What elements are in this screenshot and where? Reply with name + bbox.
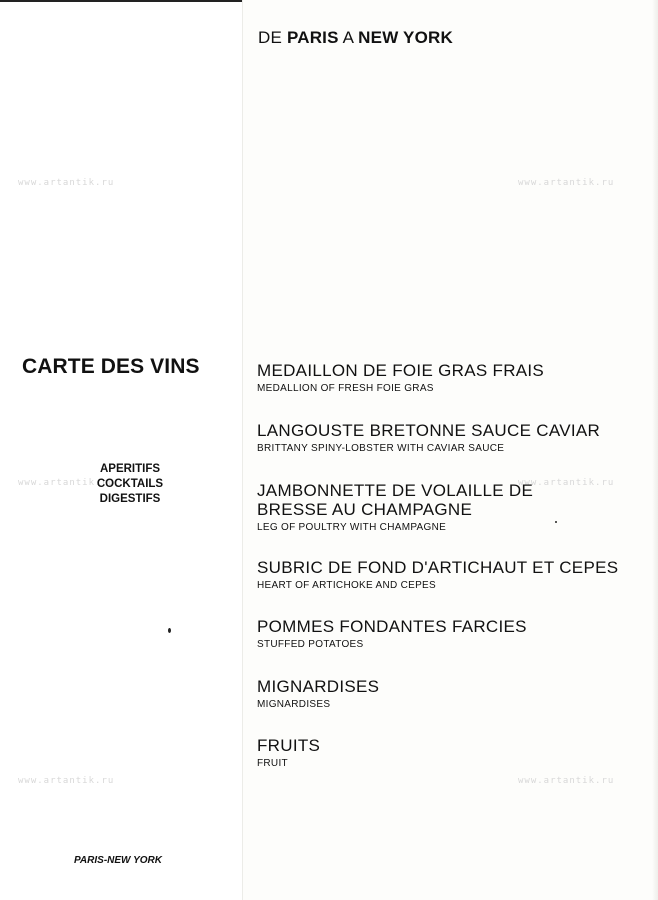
watermark: www.artantik.ru <box>18 178 115 188</box>
dish-name-fr: LANGOUSTE BRETONNE SAUCE CAVIAR <box>257 421 601 440</box>
dish-name-fr: POMMES FONDANTES FARCIES <box>257 617 527 636</box>
drinks-item-digestifs: DIGESTIFS <box>99 493 161 505</box>
top-edge <box>0 0 242 2</box>
menu-item <box>257 421 652 455</box>
dish-name-fr: SUBRIC DE FOND D'ARTICHAUT ET CEPES <box>257 558 619 577</box>
dish-name-en: MIGNARDISES <box>257 699 331 710</box>
paper-speck <box>555 521 557 523</box>
header-prefix: DE <box>258 28 287 47</box>
dish-name-en: HEART OF ARTICHOKE AND CEPES <box>257 580 437 591</box>
dish-name-en: STUFFED POTATOES <box>257 639 364 650</box>
watermark: www.artantik.ru <box>518 776 615 786</box>
menu-item <box>257 736 652 770</box>
drinks-item-cocktails: COCKTAILS <box>96 478 164 490</box>
drinks-list <box>60 462 200 507</box>
dish-name-en: MEDALLION OF FRESH FOIE GRAS <box>257 383 434 394</box>
watermark: www.artantik.ru <box>18 478 115 488</box>
right-edge <box>652 0 658 900</box>
header-middle: A <box>338 28 359 47</box>
footer-label: PARIS-NEW YORK <box>74 855 162 866</box>
menu-item <box>257 361 652 395</box>
dish-name-fr: MIGNARDISES <box>257 677 380 696</box>
header-city-newyork: NEW YORK <box>358 28 453 47</box>
dish-name-fr: MEDAILLON DE FOIE GRAS FRAIS <box>257 361 545 380</box>
watermark: www.artantik.ru <box>18 776 115 786</box>
dish-name-fr: JAMBONNETTE DE VOLAILLE DE BRESSE AU CHAMPAGNE <box>257 481 534 519</box>
header-city-paris: PARIS <box>286 28 339 47</box>
paper-speck <box>168 628 171 633</box>
dish-name-en: LEG OF POULTRY WITH CHAMPAGNE <box>257 522 447 533</box>
fold-line <box>242 0 243 900</box>
menu-item <box>257 481 652 534</box>
left-panel <box>0 0 242 900</box>
menu-item <box>257 558 652 592</box>
page-header <box>258 28 453 48</box>
dish-name-fr: FRUITS <box>257 736 321 755</box>
menu-item <box>257 677 652 711</box>
drinks-item-aperitifs: APERITIFS <box>99 463 161 475</box>
dish-name-en: FRUIT <box>257 758 288 769</box>
menu-item <box>257 617 652 651</box>
watermark: www.artantik.ru <box>518 478 615 488</box>
wine-list-title: CARTE DES VINS <box>22 355 200 378</box>
watermark: www.artantik.ru <box>518 178 615 188</box>
dish-name-en: BRITTANY SPINY-LOBSTER WITH CAVIAR SAUCE <box>257 443 505 454</box>
